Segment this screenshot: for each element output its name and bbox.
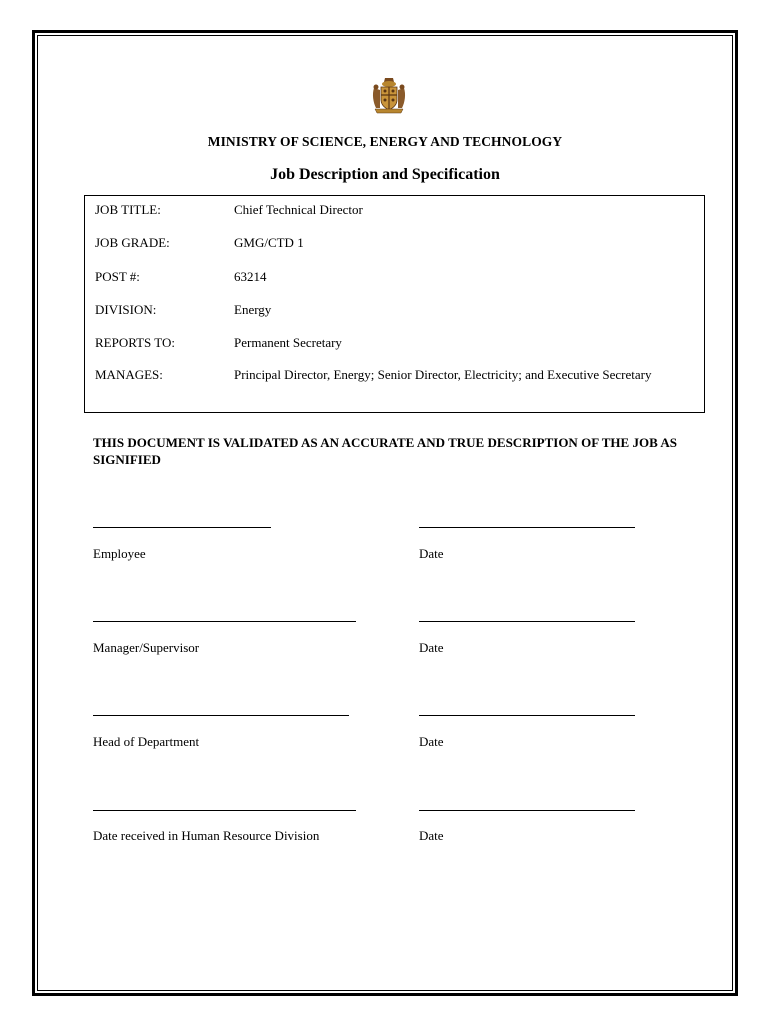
head-of-department-date-label: Date (419, 734, 444, 749)
job-title-label: JOB TITLE: (95, 202, 161, 217)
hr-received-date-line[interactable] (419, 810, 635, 811)
employee-signature-line[interactable] (93, 527, 271, 528)
manages-value: Principal Director, Energy; Senior Director, Electricity; and Executive Secretary (234, 367, 652, 382)
reports-to-value: Permanent Secretary (234, 335, 342, 350)
employee-date-label: Date (419, 546, 444, 561)
document-title: Job Description and Specification (270, 166, 500, 183)
hr-received-label: Date received in Human Resource Division (93, 828, 320, 843)
employee-label: Employee (93, 546, 146, 561)
validation-statement: THIS DOCUMENT IS VALIDATED AS AN ACCURATE AND TRUE DESCRIPTION OF THE JOB AS SIGNIFIED (93, 435, 677, 467)
job-grade-value: GMG/CTD 1 (234, 235, 304, 250)
manager-date-label: Date (419, 640, 444, 655)
manager-signature-line[interactable] (93, 621, 356, 622)
manager-date-line[interactable] (419, 621, 635, 622)
manager-label: Manager/Supervisor (93, 640, 200, 655)
head-of-department-date-line[interactable] (419, 715, 635, 716)
job-grade-label: JOB GRADE: (95, 235, 170, 250)
hr-received-date-label: Date (419, 828, 444, 843)
ministry-name: MINISTRY OF SCIENCE, ENERGY AND TECHNOLOGY (207, 134, 563, 149)
coat-of-arms-icon (371, 76, 407, 114)
division-value: Energy (234, 302, 272, 317)
manages-label: MANAGES: (95, 367, 163, 382)
hr-received-signature-line[interactable] (93, 810, 356, 811)
post-number-label: POST #: (95, 269, 140, 284)
post-number-value: 63214 (234, 269, 267, 284)
employee-date-line[interactable] (419, 527, 635, 528)
division-label: DIVISION: (95, 302, 157, 317)
job-title-value: Chief Technical Director (234, 202, 363, 217)
reports-to-label: REPORTS TO: (95, 335, 176, 350)
head-of-department-label: Head of Department (93, 734, 200, 749)
job-info-table (84, 195, 705, 413)
head-of-department-signature-line[interactable] (93, 715, 349, 716)
